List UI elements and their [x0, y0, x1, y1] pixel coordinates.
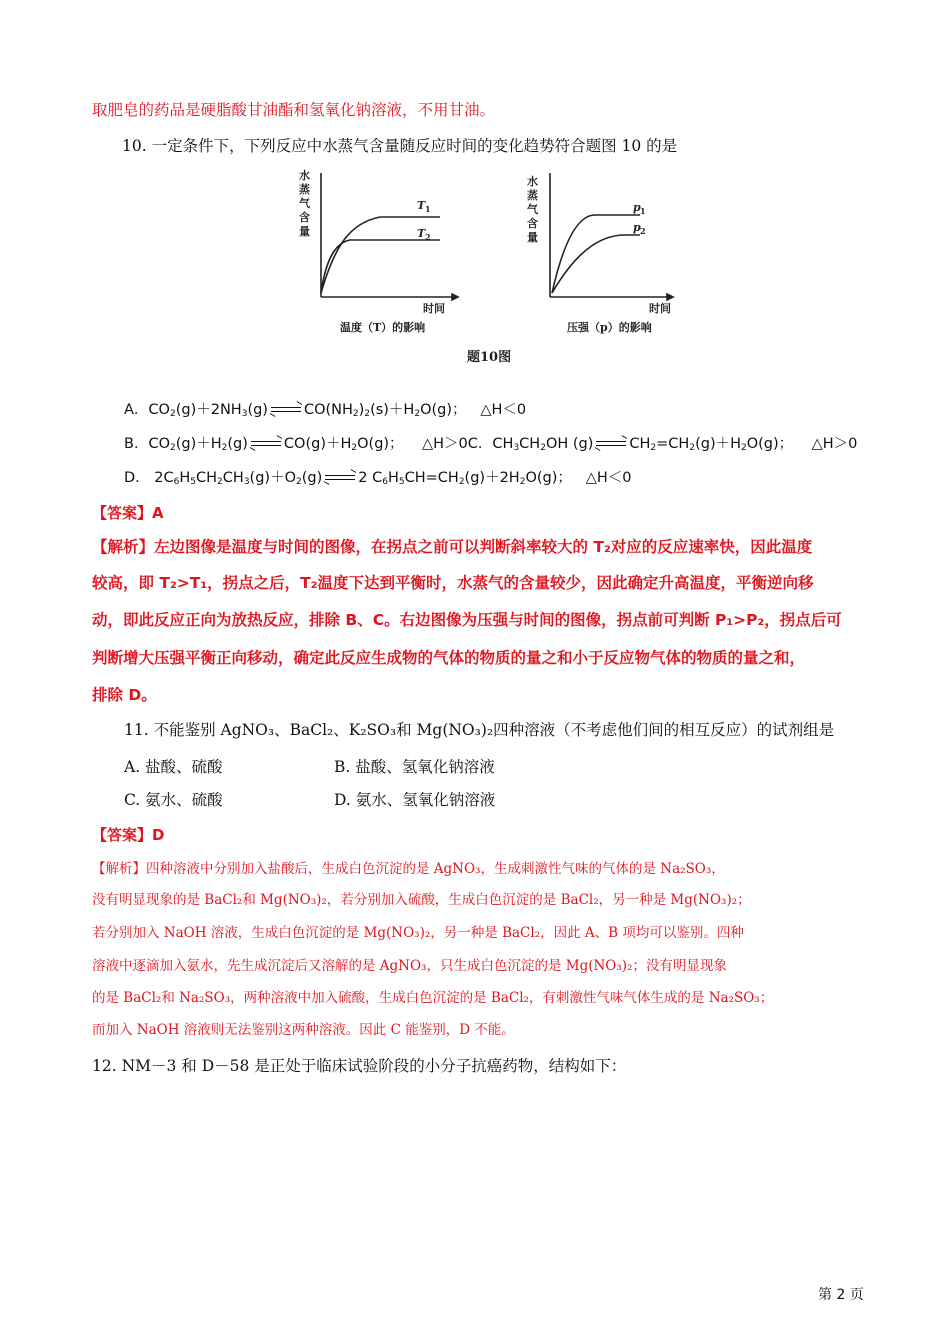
svg-text:蒸: 蒸: [527, 189, 538, 202]
q10-analysis-2: 较高，即 T₂>T₁，拐点之后，T₂温度下达到平衡时，水蒸气的含量较少，因此确定升高温度，平衡逆向移: [92, 574, 814, 592]
svg-text:含: 含: [299, 211, 310, 224]
svg-text:2: 2: [425, 232, 431, 242]
svg-text:含: 含: [527, 217, 538, 230]
svg-text:2: 2: [640, 226, 646, 236]
q11-answer: 【答案】D: [92, 826, 165, 844]
figure-10: [295, 165, 680, 370]
figure-title: 题10图: [467, 350, 512, 365]
svg-text:气: 气: [527, 203, 538, 216]
svg-text:量: 量: [299, 225, 310, 238]
svg-text:气: 气: [299, 197, 310, 210]
svg-text:p: p: [633, 221, 641, 234]
q10-analysis-5: 排除 D。: [92, 686, 157, 704]
svg-text:T: T: [417, 199, 426, 212]
svg-text:1: 1: [425, 204, 431, 214]
q11-analysis-2: 没有明显现象的是 BaCl₂和 Mg(NO₃)₂，若分别加入硫酸，生成白色沉淀的是 BaCl₂，另一种是 Mg(NO₃)₂；: [92, 892, 751, 908]
right-ylabel-1: 水: [527, 175, 538, 188]
left-xlabel: 时间: [423, 302, 445, 315]
page-number: 第 2 页: [818, 1287, 864, 1303]
q11-analysis-1: 【解析】四种溶液中分别加入盐酸后，生成白色沉淀的是 AgNO₃，生成刺激性气味的气体的是 Na₂SO₃，: [92, 861, 725, 877]
q11-option-a: A. 盐酸、硫酸: [124, 758, 223, 776]
q11-analysis-5: 的是 BaCl₂和 Na₂SO₃，两种溶液中加入硫酸，生成白色沉淀的是 BaCl₂，有刺激性气味气体生成的是 Na₂SO₃；: [92, 990, 774, 1006]
right-caption: 压强（p）的影响: [567, 321, 652, 334]
q11-option-c: C. 氨水、硫酸: [124, 791, 223, 809]
q12-stem: 12. NM－3 和 D－58 是正处于临床试验阶段的小分子抗癌药物，结构如下：: [92, 1057, 627, 1075]
q10-option-d: D． $2C_6H_5CH_2CH_3(g)+O_2(g)$ 2 $C_6H_5CH=CH_2(g)+2H_2O(g)$； △H＜0: [124, 470, 632, 487]
curve-p1: [552, 215, 640, 293]
svg-text:量: 量: [527, 231, 538, 244]
q11-analysis-4: 溶液中逐滴加入氨水，先生成沉淀后又溶解的是 AgNO₃，只生成白色沉淀的是 Mg(NO₃)₂；没有明显现象: [92, 958, 727, 974]
svg-text:1: 1: [640, 206, 646, 216]
q10-analysis-4: 判断增大压强平衡正向移动，确定此反应生成物的气体的物质的量之和小于反应物气体的物质的量之和，: [92, 649, 806, 667]
svg-text:p: p: [633, 201, 641, 214]
q10-stem: 10. 一定条件下，下列反应中水蒸气含量随反应时间的变化趋势符合题图 10 的是: [122, 137, 678, 155]
q10-analysis-1: 【解析】左边图像是温度与时间的图像，在拐点之前可以判断斜率较大的 T₂对应的反应速率快，因此温度: [92, 538, 813, 556]
q11-option-b: B. 盐酸、氢氧化钠溶液: [334, 758, 495, 776]
q11-stem: 11. 不能鉴别 AgNO₃、BaCl₂、K₂SO₃和 Mg(NO₃)₂四种溶液（不考虑他们间的相互反应）的试剂组是: [124, 721, 835, 739]
q10-answer: 【答案】A: [92, 504, 164, 522]
q10-analysis-3: 动，即此反应正向为放热反应，排除 B、C。右边图像为压强与时间的图像，拐点前可判断 P₁>P₂，拐点后可: [92, 611, 842, 629]
left-caption: 温度（T）的影响: [340, 321, 426, 334]
q10-option-bc: B．$CO_2(g)+H_2(g)$ $CO(g)+H_2O(g)$； △H＞0C．$CH_3CH_2OH$ (g) $CH_2=CH_2(g)+H_2O(g)$； △H＞0: [124, 436, 858, 453]
q11-option-d: D. 氨水、氢氧化钠溶液: [334, 791, 496, 809]
right-xlabel: 时间: [649, 302, 671, 315]
q11-analysis-6: 而加入 NaOH 溶液则无法鉴别这两种溶液。因此 C 能鉴别，D 不能。: [92, 1022, 515, 1038]
q11-analysis-3: 若分别加入 NaOH 溶液，生成白色沉淀的是 Mg(NO₃)₂，另一种是 BaCl₂，因此 A、B 项均可以鉴别。四种: [92, 925, 744, 941]
left-ylabel-1: 水: [299, 169, 310, 182]
curve-p2: [552, 235, 640, 293]
intro-line: 取肥皂的药品是硬脂酸甘油酯和氢氧化钠溶液，不用甘油。: [92, 101, 496, 119]
svg-text:T: T: [417, 227, 426, 240]
svg-text:蒸: 蒸: [299, 183, 310, 196]
q10-option-a: A．$CO_2(g)+2NH_3(g)$ $CO(NH_2)_2(s)+H_2O(g)$； △H＜0: [124, 402, 527, 419]
